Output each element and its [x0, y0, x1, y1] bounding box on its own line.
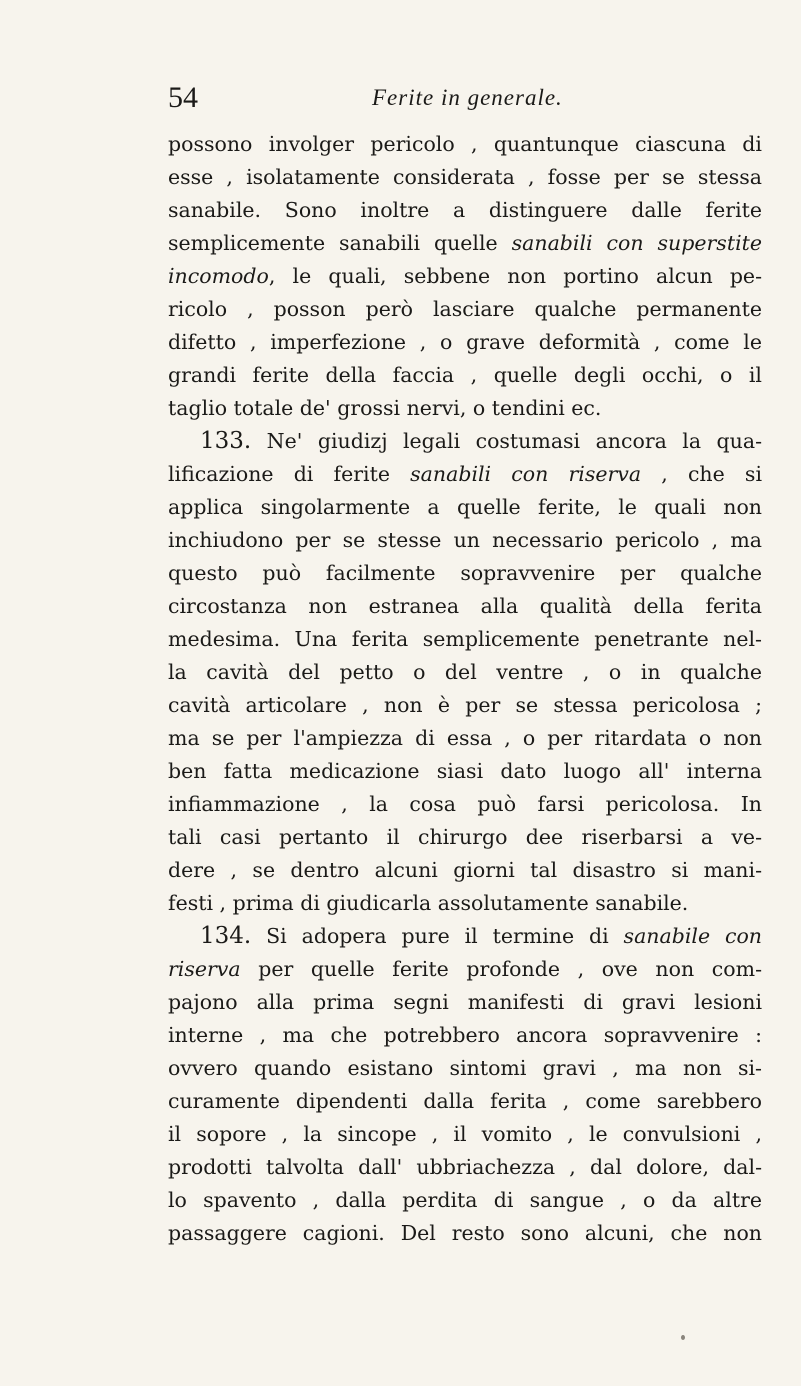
text-line: infiammazione , la cosa può farsi pericolosa. In: [168, 792, 762, 816]
text-line: 133. Ne' giudizj legali costumasi ancora la qua-: [200, 428, 762, 454]
italic-term: riserva: [168, 957, 241, 981]
italic-term: incomodo: [168, 264, 269, 288]
text-line: lificazione di ferite sanabili con riserva , che si: [168, 462, 762, 486]
text-line: possono involger pericolo , quantunque ciascuna di: [168, 132, 762, 156]
text-line: esse , isolatamente considerata , fosse per se stessa: [168, 165, 762, 189]
text-line: il sopore , la sincope , il vomito , le convulsioni ,: [168, 1122, 762, 1146]
section-number: 133.: [200, 428, 252, 454]
italic-term: sanabile con: [623, 924, 762, 948]
italic-term: sanabili con superstite: [511, 231, 762, 255]
text-line: passaggere cagioni. Del resto sono alcuni, che non: [168, 1221, 762, 1245]
text-line: cavità articolare , non è per se stessa pericolosa ;: [168, 693, 762, 717]
text-line: 134. Si adopera pure il termine di sanabile con: [200, 923, 762, 949]
text-line: medesima. Una ferita semplicemente penetrante nel-: [168, 627, 762, 651]
text-line: circostanza non estranea alla qualità della ferita: [168, 594, 762, 618]
text-line: ma se per l'ampiezza di essa , o per ritardata o non: [168, 726, 762, 750]
text-line: tali casi pertanto il chirurgo dee riserbarsi a ve-: [168, 825, 762, 849]
page-header: [168, 78, 728, 118]
text-line: ovvero quando esistano sintomi gravi , ma non si-: [168, 1056, 762, 1080]
text-line: semplicemente sanabili quelle sanabili con superstite: [168, 231, 762, 255]
italic-term: sanabili con riserva: [410, 462, 642, 486]
text-line: la cavità del petto o del ventre , o in qualche: [168, 660, 762, 684]
ink-speck: [681, 1335, 685, 1340]
text-line: inchiudono per se stesse un necessario pericolo , ma: [168, 528, 762, 552]
text-line: ricolo , posson però lasciare qualche permanente: [168, 297, 762, 321]
text-line: questo può facilmente sopravvenire per qualche: [168, 561, 762, 585]
text-line: taglio totale de' grossi nervi, o tendini ec.: [168, 396, 602, 420]
text-line: incomodo, le quali, sebbene non portino alcun pe-: [168, 264, 762, 288]
text-line: ben fatta medicazione siasi dato luogo all' interna: [168, 759, 762, 783]
text-line: grandi ferite della faccia , quelle degli occhi, o il: [168, 363, 762, 387]
section-number: 134.: [200, 923, 252, 949]
text-line: difetto , imperfezione , o grave deformità , come le: [168, 330, 762, 354]
text-line: applica singolarmente a quelle ferite, le quali non: [168, 495, 762, 519]
text-line: sanabile. Sono inoltre a distinguere dalle ferite: [168, 198, 762, 222]
text-line: lo spavento , dalla perdita di sangue , o da altre: [168, 1188, 762, 1212]
text-line: prodotti talvolta dall' ubbriachezza , dal dolore, dal-: [168, 1155, 762, 1179]
text-line: interne , ma che potrebbero ancora sopravvenire :: [168, 1023, 762, 1047]
text-line: festi , prima di giudicarla assolutamente sanabile.: [168, 891, 689, 915]
text-line: pajono alla prima segni manifesti di gravi lesioni: [168, 990, 762, 1014]
running-head: Ferite in generale.: [372, 85, 563, 110]
body-text: [168, 128, 762, 1250]
text-line: dere , se dentro alcuni giorni tal disastro si mani-: [168, 858, 762, 882]
text-line: curamente dipendenti dalla ferita , come sarebbero: [168, 1089, 762, 1113]
page-number: 54: [168, 81, 198, 114]
text-line: riserva per quelle ferite profonde , ove non com-: [168, 957, 762, 981]
